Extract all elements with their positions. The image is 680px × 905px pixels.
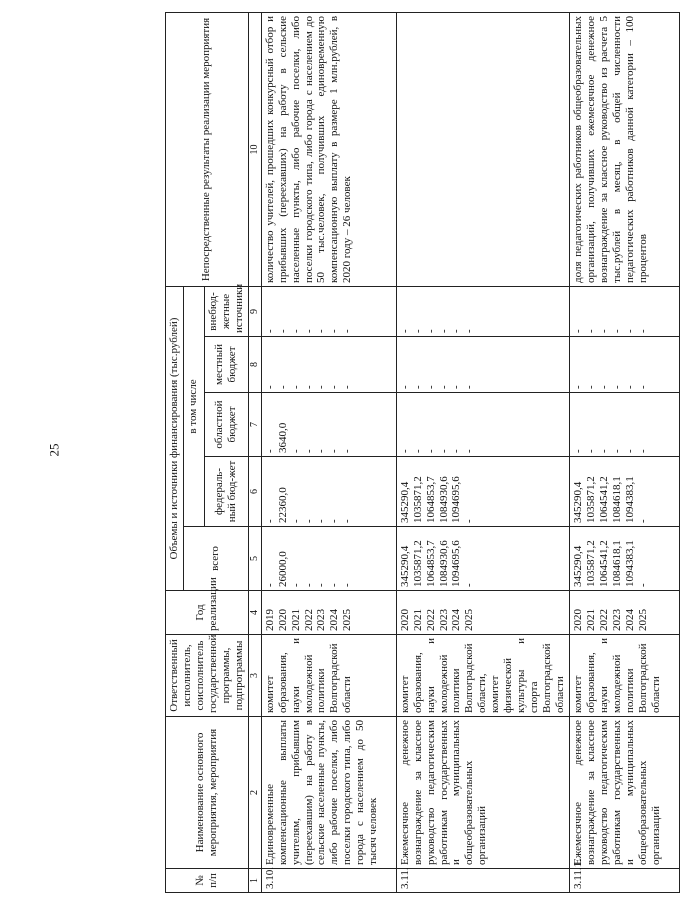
activity-name: Единовременные компенсационные выплаты учителям, прибывшим (переехавшим) на работу в сельские населенные пункты, либо рабочие поселки, либо поселки городского типа, либо города с населением до 50 тысяч человек bbox=[261, 717, 396, 869]
executor: комитет образования, науки и молодежной политики Волгоградской области bbox=[570, 635, 680, 717]
col-number: 3 bbox=[248, 635, 261, 717]
years: 2020 2021 2022 2023 2024 2025 bbox=[570, 591, 680, 635]
col-number: 8 bbox=[248, 337, 261, 393]
executor: комитет образования, науки и молодежной политики Волгоградской области, комитет физической культуры и спорта Волгоградской области bbox=[396, 635, 570, 717]
page-number: 25 bbox=[46, 443, 62, 457]
years: 2019 2020 2021 2022 2023 2024 2025 bbox=[261, 591, 396, 635]
result-text: количество учителей, прошедших конкурсный отбор и прибывших (переехавших) на работу в сельские населенные пункты, либо рабочие поселки, либо поселки городского типа, либо города с населением до 50 тыс.человек, получивших единовременную компенсационную выплату в размере 1 млн.рублей, в 2020 году – 26 человек bbox=[261, 12, 396, 286]
row-number: 3.10. bbox=[261, 869, 396, 893]
program-activities-table bbox=[165, 12, 680, 893]
col-number: 6 bbox=[248, 457, 261, 527]
federal-amounts: 345290,4 1035871,2 1064541,2 1084618,1 1094383,1 - bbox=[570, 457, 680, 527]
row-number: 3.11.1. bbox=[570, 869, 680, 893]
header-num: № п/п bbox=[166, 869, 249, 893]
regional-amounts: - - - - - - bbox=[396, 393, 570, 457]
header-executor: Ответственный исполнитель, соисполнитель государственной программы, подпрограммы bbox=[166, 635, 249, 717]
col-number: 2 bbox=[248, 717, 261, 869]
col-number: 10 bbox=[248, 12, 261, 286]
header-including: в том числе bbox=[183, 286, 204, 526]
table-row bbox=[570, 12, 680, 892]
header-name: Наименование основного мероприятия, мероприятия bbox=[166, 717, 249, 869]
local-amounts: - - - - - - bbox=[570, 337, 680, 393]
header-offbudget: внебюд-жетные источники bbox=[204, 286, 248, 336]
row-number: 3.11. bbox=[396, 869, 570, 893]
col-number: 5 bbox=[248, 527, 261, 591]
col-number: 4 bbox=[248, 591, 261, 635]
offbudget-amounts: - - - - - - - bbox=[261, 286, 396, 336]
header-regional: областной бюджет bbox=[204, 393, 248, 457]
regional-amounts: - - - - - - bbox=[570, 393, 680, 457]
federal-amounts: - 22360,0 - - - - - bbox=[261, 457, 396, 527]
regional-amounts: - 3640,0 - - - - - bbox=[261, 393, 396, 457]
header-federal: федераль-ный бюд-жет bbox=[204, 457, 248, 527]
total-amounts: 345290,4 1035871,2 1064853,7 1084930,6 1094695,6 - bbox=[396, 527, 570, 591]
executor: комитет образования, науки и молодежной политики Волгоградской области bbox=[261, 635, 396, 717]
result-text: доля педагогических работников общеобразовательных организаций, получивших ежемесячное денежное вознаграждение за классное руководство из расчета 5 тыс.рублей в месяц, в общей численности педагогических работников данной категории – 100 процентов bbox=[570, 12, 680, 286]
offbudget-amounts: - - - - - - bbox=[396, 286, 570, 336]
table-row bbox=[396, 12, 570, 892]
total-amounts: - 26000,0 - - - - - bbox=[261, 527, 396, 591]
col-number: 9 bbox=[248, 286, 261, 336]
table-row bbox=[261, 12, 396, 892]
activity-name: Ежемесячное денежное вознаграждение за классное руководство педагогическим работникам государственных и муниципальных общеобразовательных организаций bbox=[570, 717, 680, 869]
local-amounts: - - - - - - bbox=[396, 337, 570, 393]
activity-name: Ежемесячное денежное вознаграждение за классное руководство педагогическим работникам государственных и муниципальных общеобразовательных организаций bbox=[396, 717, 570, 869]
header-funding: Объемы и источники финансирования (тыс.рублей) bbox=[166, 286, 184, 590]
header-local: местный бюджет bbox=[204, 337, 248, 393]
local-amounts: - - - - - - - bbox=[261, 337, 396, 393]
header-result: Непосредственные результаты реализации мероприятия bbox=[166, 12, 249, 286]
col-number: 1 bbox=[248, 869, 261, 893]
header-total: всего bbox=[183, 527, 248, 591]
rotated-table-container bbox=[165, 13, 663, 893]
offbudget-amounts: - - - - - - bbox=[570, 286, 680, 336]
result-text bbox=[396, 12, 570, 286]
total-amounts: 345290,4 1035871,2 1064541,2 1084618,1 1094383,1 - bbox=[570, 527, 680, 591]
col-number: 7 bbox=[248, 393, 261, 457]
years: 2020 2021 2022 2023 2024 2025 bbox=[396, 591, 570, 635]
header-year: Год реализации bbox=[166, 591, 249, 635]
federal-amounts: 345290,4 1035871,2 1064853,7 1084930,6 1094695,6 - bbox=[396, 457, 570, 527]
column-numbers-row bbox=[248, 12, 261, 892]
